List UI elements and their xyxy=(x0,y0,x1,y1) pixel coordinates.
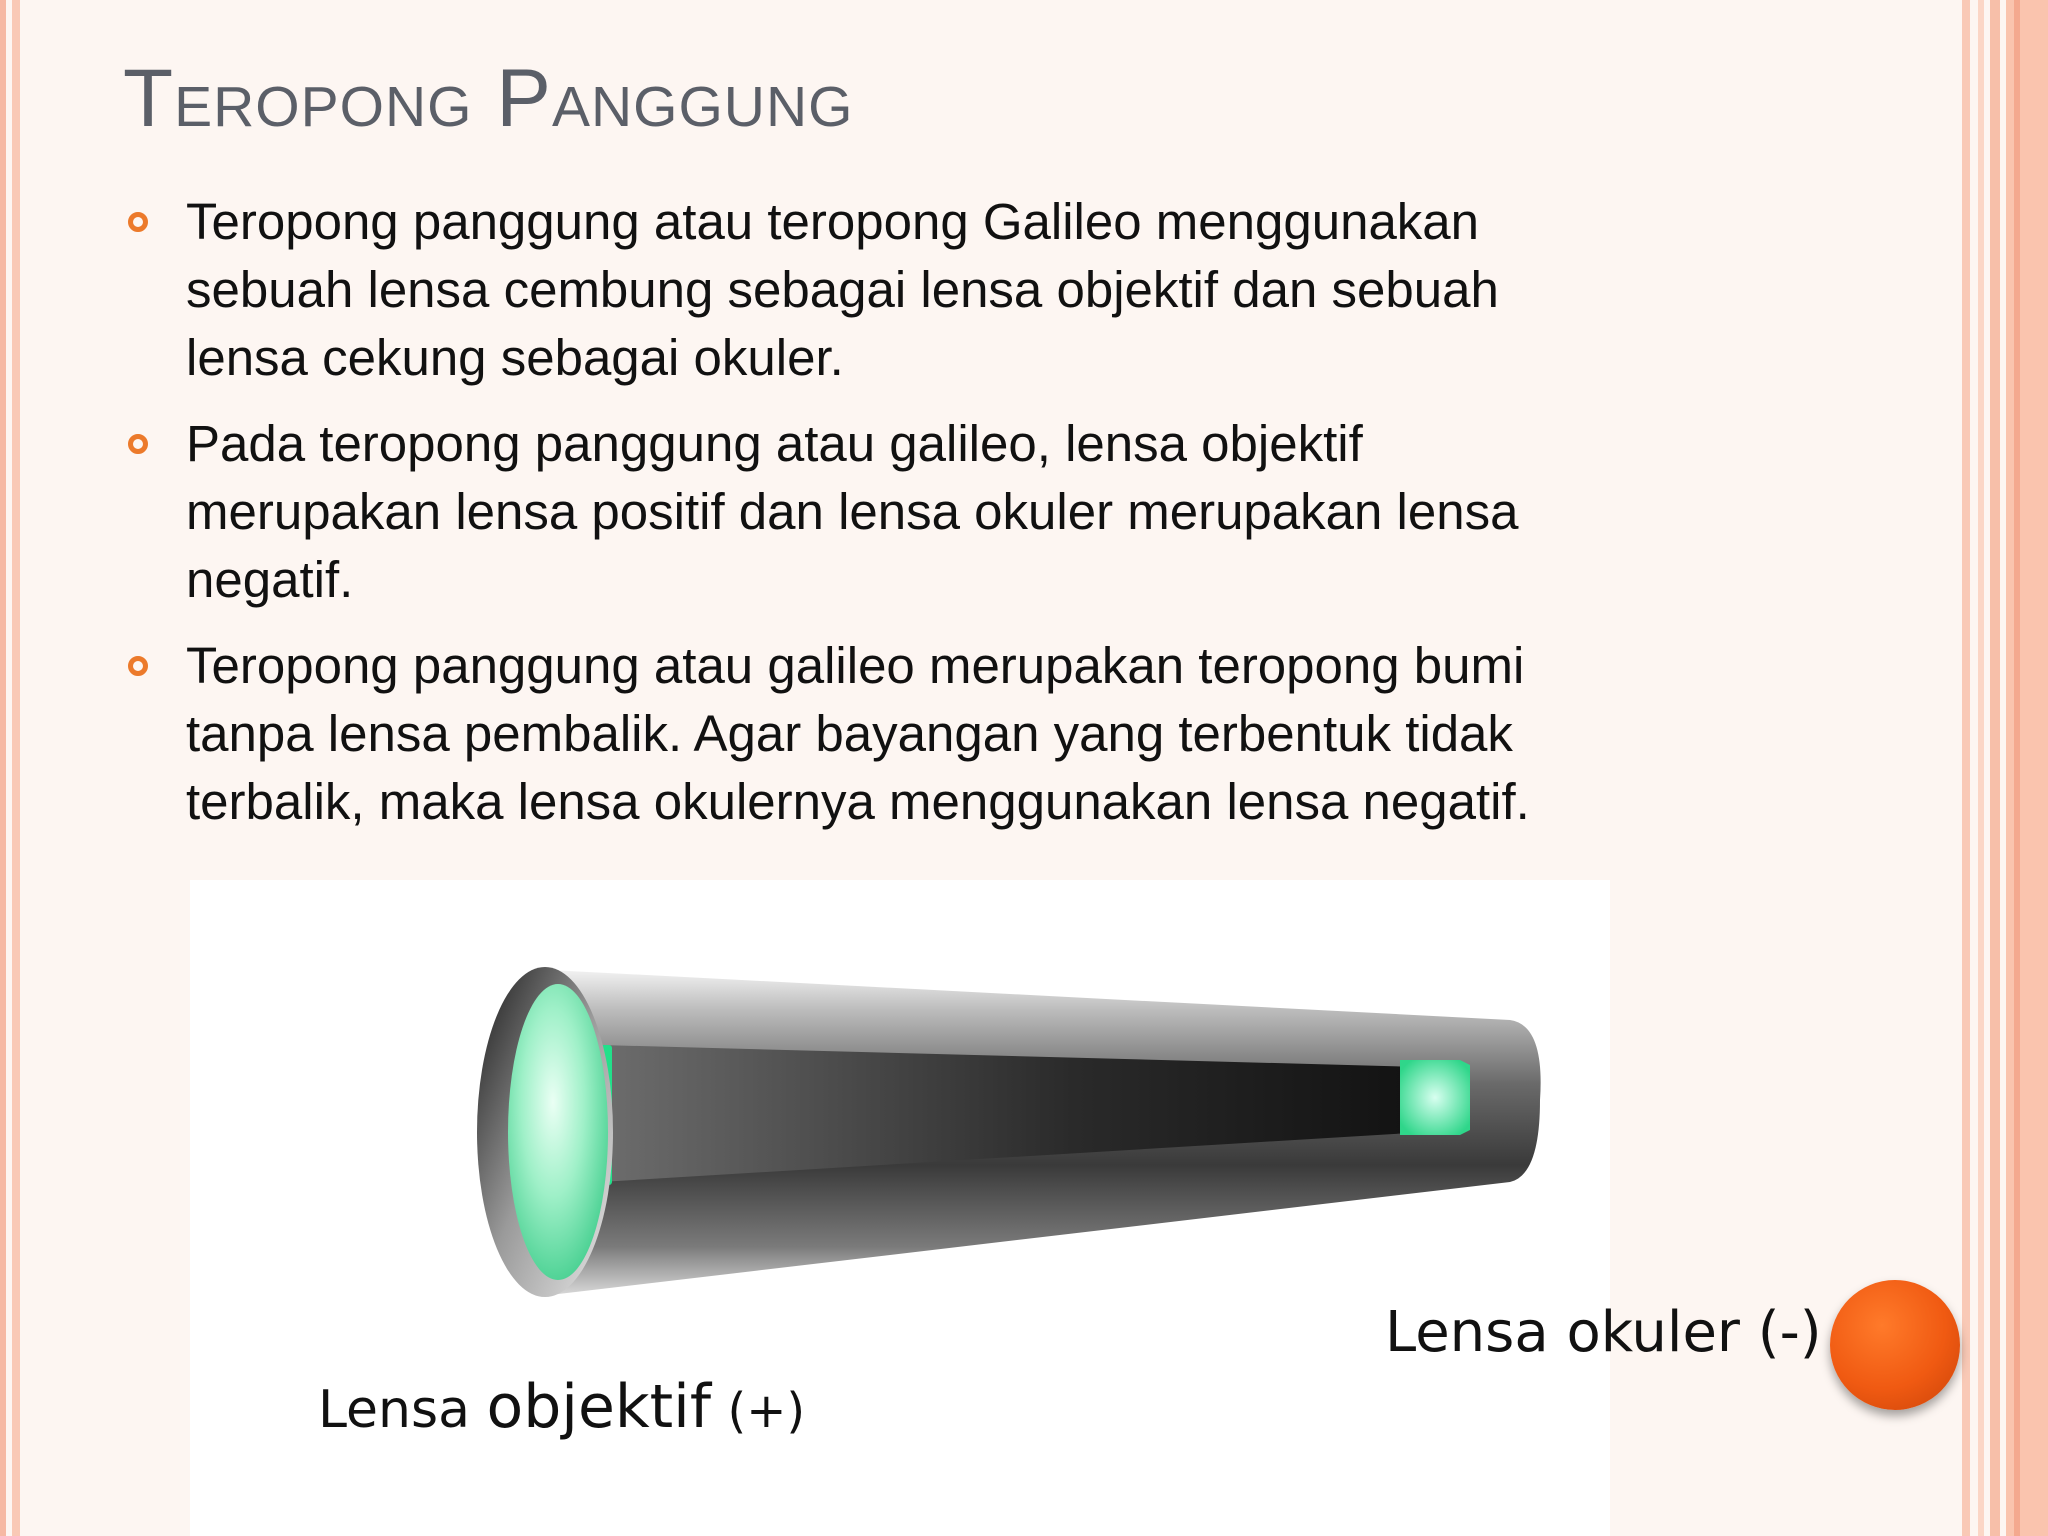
ring-bullet-icon xyxy=(128,212,148,232)
bullet-list xyxy=(124,188,1704,854)
objective-lens-label xyxy=(318,1372,805,1442)
objective-label-word: objektif xyxy=(486,1372,711,1442)
bullet-line: tanpa lensa pembalik. Agar bayangan yang terbentuk tidak xyxy=(186,705,1513,762)
right-border-stripe xyxy=(2014,0,2020,1536)
right-border-stripe xyxy=(1990,0,2000,1536)
objective-label-word: Lensa xyxy=(318,1380,470,1440)
bullet-line: negatif. xyxy=(186,551,354,608)
right-border-stripe xyxy=(1978,0,1984,1536)
slide-title: Teropong Panggung xyxy=(123,53,854,144)
right-border-stripe xyxy=(1962,0,1970,1536)
bullet-line: sebuah lensa cembung sebagai lensa objektif dan sebuah xyxy=(186,261,1499,318)
bullet-line: terbalik, maka lensa okulernya menggunakan lensa negatif. xyxy=(186,773,1530,830)
objective-label-sign: (+) xyxy=(727,1383,806,1439)
bullet-line: Teropong panggung atau galileo merupakan teropong bumi xyxy=(186,637,1525,694)
bullet-item xyxy=(124,632,1704,836)
left-border-stripe xyxy=(0,0,6,1536)
ring-bullet-icon xyxy=(128,656,148,676)
ocular-lens-label: Lensa okuler (-) xyxy=(1385,1300,1822,1365)
objective-lens xyxy=(508,984,608,1280)
bullet-line: Teropong panggung atau teropong Galileo menggunakan xyxy=(186,193,1480,250)
galilean-telescope-illustration xyxy=(470,950,1580,1320)
bullet-line: merupakan lensa positif dan lensa okuler merupakan lensa xyxy=(186,483,1519,540)
right-border-band xyxy=(2006,0,2048,1536)
orange-circle-decoration xyxy=(1830,1280,1960,1410)
ocular-lens xyxy=(1400,1060,1470,1135)
bullet-item xyxy=(124,410,1704,614)
bullet-line: lensa cekung sebagai okuler. xyxy=(186,329,844,386)
bullet-item xyxy=(124,188,1704,392)
ring-bullet-icon xyxy=(128,434,148,454)
bullet-line: Pada teropong panggung atau galileo, lensa objektif xyxy=(186,415,1363,472)
left-border-stripe-inner xyxy=(12,0,20,1536)
